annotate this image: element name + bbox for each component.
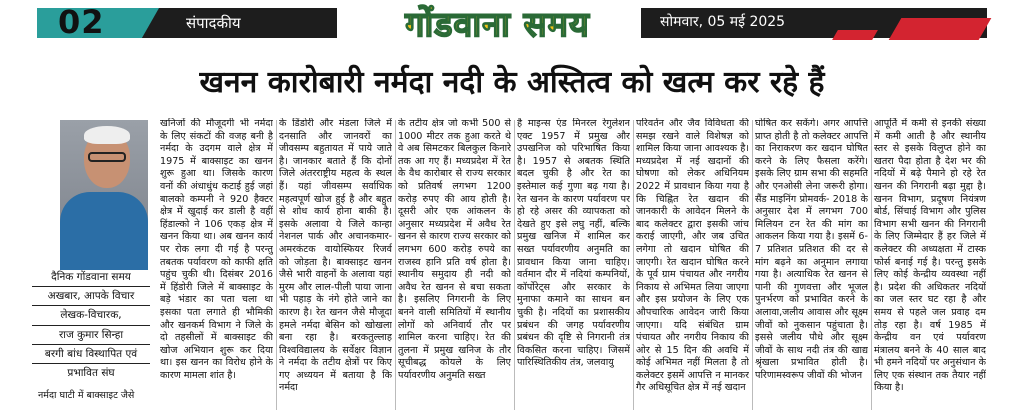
article-column-7	[874, 118, 986, 410]
author-line: प्रभावित संघ	[67, 367, 115, 380]
column-text: परिवर्तन और जैव विविधता की समझ रखने वाले विशेषज्ञ को शामिल किया जाना आवश्यक है। मध्यप्रदेश में नई खदानों की घोषणा को लेकर अधिनियम 2022 में प्रावधान किया गया है कि चिह्नित रेत खदान की जानकारी के आवेदन मिलने के बाद कलेक्टर द्वारा इसकी जांच कराई जाएगी, और जब उचित लगेगा तो खदान घोषित की जाएगी। रेत खदान घोषित करने के पूर्व ग्राम पंचायत और नगरीय निकाय से अभिमत लिया जाएगा और इस प्रयोजन के लिए एक औपचारिक आवेदन जारी किया जाएगा। यदि संबंधित ग्राम पंचायत और नगरीय निकाय की ओर से 15 दिन की अवधि में कोई अभिमत नहीं मिलता है तो कलेक्टर इसमें आपत्ति न मानकर गैर अधिसूचित क्षेत्र में नई खदान	[636, 118, 749, 394]
masthead	[0, 0, 1024, 46]
column-divider	[276, 120, 277, 410]
column-text: है माइन्स एंड मिनरल रेगुलेशन एक्ट 1957 में प्रमुख और उपखनिज को परिभाषित किया है। 1957 से अबतक स्थिति बदल चुकी है और रेत का इस्तेमाल कई गुणा बढ़ गया है। रेत खनन के कारण पर्यावरण पर हो रहे असर की व्यापकता को देखते हुए इसे लघु नहीं, बल्कि प्रमुख खनिज में शामिल कर सख्त पर्यावरणीय अनुमति का प्रावधान किया जाना चाहिए। वर्तमान दौर में नदियां कम्पनियों, कॉर्पोरेट्स और सरकार के मुनाफा कमाने का साधन बन चुकी है। नदियों का प्रशासकीय प्रबंधन की जगह पर्यावरणीय प्रबंधन की दृष्टि से निगरानी तंत्र विकसित करना चाहिए। जिसमें पारिस्थितिकीय तंत्र, जलवायु	[517, 118, 630, 369]
masthead-red-stripe	[832, 30, 878, 40]
article-column-4	[517, 118, 630, 410]
column-text: के तटीय क्षेत्र जो कभी 500 से 1000 मीटर तक हुआ करते थे वे अब सिमटकर बिलकुल किनारे तक आ गए हैं। मध्यप्रदेश में रेत के वैध कारोबार से राज्य सरकार को प्रतिवर्ष लगभग 1200 करोड़ रुपए की आय होती है। दूसरी ओर एक आंकलन के अनुसार मध्यप्रदेश में अवैध रेत खनन से कारण राज्य सरकार को लगभग 600 करोड़ रुपये का राजस्व हानि प्रति वर्ष होता है। स्थानीय समुदाय ही नदी को अवैध रेत खनन से बचा सकता है। इसलिए निगरानी के लिए बनने वाली समितियों में स्थानीय लोगों को अनिवार्य तौर पर शामिल करना चाहिए। रेत की तुलना में प्रमुख खनिज के तौर सूचीबद्ध कोयले के लिए पर्यावरणीय अनुमति सख्त	[398, 118, 511, 381]
author-credits	[32, 270, 150, 384]
author-line: बरगी बांध विस्थापित एवं	[32, 347, 150, 364]
column-text: आपूर्ति में कमी से इनकी संख्या में कमी आती है और स्थानीय स्तर से इसके विलुप्त होने का खतरा पैदा होता है देश भर की नदियों में बढ़े पैमाने हो रहे रेत खनन की निगरानी बढ़ा मुद्दा है। खनन विभाग, प्रदूषण नियंत्रण बोर्ड, सिंचाई विभाग और पुलिस विभाग सभी खनन की निगरानी के लिए जिम्मेदार हैं हर जिले में कलेक्टर की अध्यक्षता में टास्क फोर्स बनाई गई है। परन्तु इसके लिए कोई केन्द्रीय व्यवस्था नहीं है। प्रदेश की अधिकतर नदियों का जल स्तर घट रहा है और समय से पहले जल प्रवाह दम तोड़ रहा है। वर्ष 1985 में केन्द्रीय वन एवं पर्यावरण मंत्रालय बनने के 40 साल बाद भी हमने नदियों पर अनुसंधान के लिए एक संस्थान तक तैयार नहीं किया है।	[874, 118, 986, 394]
column-text: खनिजों की मौजूदगी भी नर्मदा के लिए संकटों की वजह बनी है नर्मदा के उदगम वाले क्षेत्र में 1975 में बाक्साइट का खनन शुरू हुआ था। जिसके कारण वनों की अंधाधुंध कटाई हुई जहां बालको कम्पनी ने 920 हैक्टर क्षेत्र में खुदाई कर डाली है वहीं हिंडाल्को ने 106 एकड़ क्षेत्र में खनन किया था। अब खनन कार्य पर रोक लगा दी गई है परन्तु तबतक पर्यावरण को काफी क्षति पहुंच चुकी थी। दिसंबर 2016 में हिंडोरी जिले में बाक्साइट के बड़े भंडार का पता चला था इसका पता लगाते ही भौमिकी और खनकर्म विभाग ने जिले के दो तहसीलों में बाक्साइट की खोज अभियान शुरू कर दिया था। इस खनन का विरोध होने के कारण मामला शांत है।	[160, 118, 273, 381]
newspaper-title: गोंडवाना समय	[405, 5, 590, 45]
column-text: नर्मदा घाटी में बाक्साइट जैसे	[38, 390, 135, 401]
article-column-2	[279, 118, 392, 410]
column-divider	[633, 120, 634, 410]
column-text: घोषित कर सकेंगे। अगर आपत्ति प्राप्त होती है तो कलेक्टर आपत्ति का निराकरण कर खदान घोषित करने के लिए फैसला करेंगे। इसके लिए ग्राम सभा की सहमति और एनओसी लेना जरूरी होगा। सैंड माइनिंग प्रोमवर्क- 2018 के अनुसार देश में लगभग 700 मिलियन टन रेत की मांग का आकलन किया गया है। इसमें 6-7 प्रतिशत प्रतिशत की दर से मांग बढ़ने का अनुमान लगाया गया है। अत्याधिक रेत खनन से पानी की गुणवत्ता और भूजल पुनर्भरण को प्रभावित करने के अलावा,जलीय आवास और सूक्ष्म जीवों को नुकसान पहुंचाता है। इससे जलीय पौधे और सूक्ष्म जीवों के साथ नदी तंत्र की खाद्य श्रृंखला प्रभावित होती है। परिणामस्वरूप जीवों की भोजन	[755, 118, 868, 381]
article-column-1	[160, 118, 273, 410]
article-column-3	[398, 118, 511, 410]
author-line: अखबार, आपके विचार	[32, 289, 150, 306]
headline: खनन कारोबारी नर्मदा नदी के अस्तित्व को खत्म कर रहे हैं	[199, 65, 825, 100]
section-label: संपादकीय	[186, 14, 241, 32]
author-card	[38, 120, 148, 410]
author-line: राज कुमार सिन्हा	[32, 328, 150, 345]
author-line: दैनिक गोंडवाना समय	[32, 270, 150, 287]
issue-date: सोमवार, 05 मई 2025	[660, 14, 786, 30]
column-divider	[871, 120, 872, 410]
author-photo	[60, 120, 148, 270]
column-divider	[514, 120, 515, 410]
article-column-6	[755, 118, 868, 410]
column-divider	[752, 120, 753, 410]
masthead-red-stripe	[889, 18, 992, 40]
column-text: के डिंडोरी और मंडला जिले में दनसाति और जानवरों का जीवसम्प बहुतायत में पाये जाते है। जानकार बताते हैं कि दोनों जिले अंतरराष्ट्रीय महत्व के स्थल हैं। यहां जीवसम्प सर्वाधिक महत्वपूर्ण खोज हुई है और बहुत से शोध कार्य होना बाकी है। इसके अलावा ये जिले कान्हा नेशनल पार्क और अचानकमार-अमरकंटक वायोस्फियर रिजर्व को जोड़ता है। बाक्साइट खनन जैसे भारी वाहनों के अलावा यहां मुरम और लाल-पीली पाया जाना भी पहाड़ के नंगे होते जाने का कारण है। रेत खनन जैसे मौजूदा हमले नर्मदा बेसिन को खोखला बना रहा है। बरकतुल्लाह विश्वविद्यालय के सर्वेक्षर विज्ञान ने नर्मदा के तटीय क्षेत्रों पर किए गए अध्ययन में बताया है कि नर्मदा	[279, 118, 392, 394]
column-divider	[395, 120, 396, 410]
page-number: 02	[58, 3, 105, 41]
author-line: लेखक-विचारक,	[32, 308, 150, 325]
article-column-5	[636, 118, 749, 410]
